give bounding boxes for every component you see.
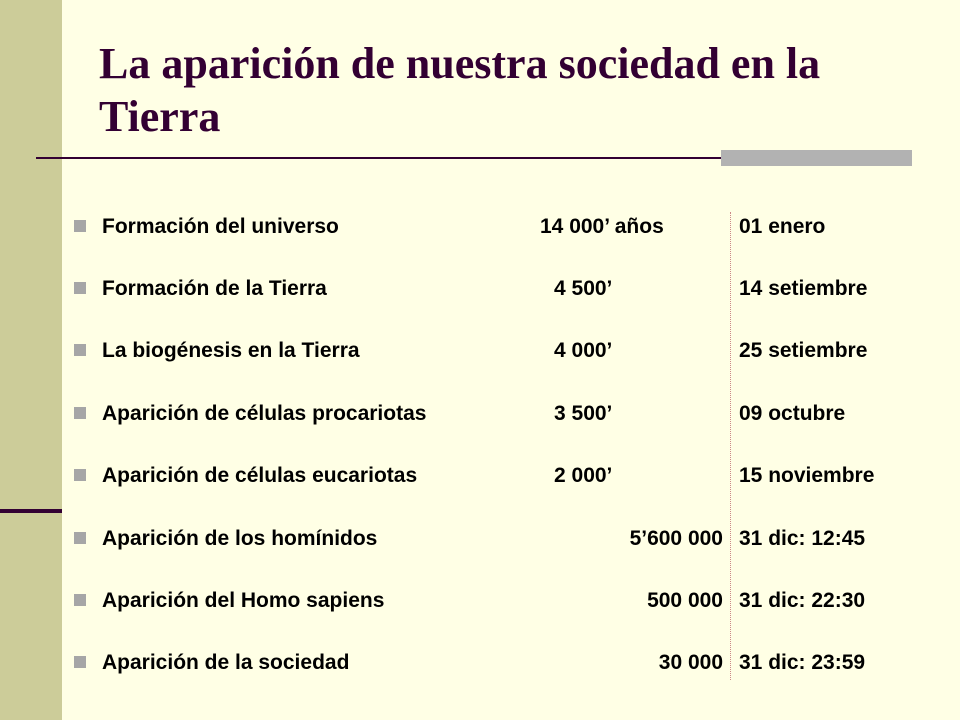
event-date: 01 enero xyxy=(739,215,826,238)
event-value: 4 500’ xyxy=(554,277,613,300)
event-value: 14 000’ años xyxy=(540,215,664,238)
event-label: Aparición de células procariotas xyxy=(102,402,427,425)
event-value: 30 000 xyxy=(658,651,723,674)
event-date: 09 octubre xyxy=(739,402,846,425)
slide-title: La aparición de nuestra sociedad en la Tierra xyxy=(99,39,821,141)
bullet-icon xyxy=(74,594,86,606)
event-label: Formación de la Tierra xyxy=(102,277,327,300)
list-item xyxy=(0,586,960,616)
event-value: 4 000’ xyxy=(554,339,613,362)
list-item xyxy=(0,212,960,242)
event-date: 31 dic: 23:59 xyxy=(739,651,866,674)
event-label: Formación del universo xyxy=(102,215,339,238)
event-value: 500 000 xyxy=(647,589,723,612)
event-value: 5’600 000 xyxy=(629,527,723,550)
event-date: 15 noviembre xyxy=(739,464,875,487)
bullet-icon xyxy=(74,469,86,481)
bullet-icon xyxy=(74,407,86,419)
bullet-icon xyxy=(74,282,86,294)
event-value: 2 000’ xyxy=(554,464,613,487)
list-item xyxy=(0,274,960,304)
event-label: Aparición del Homo sapiens xyxy=(102,589,385,612)
list-item xyxy=(0,524,960,554)
list-item xyxy=(0,336,960,366)
event-date: 31 dic: 12:45 xyxy=(739,527,866,550)
list-item xyxy=(0,648,960,678)
event-label: Aparición de células eucariotas xyxy=(102,464,418,487)
event-date: 25 setiembre xyxy=(739,339,868,362)
event-label: Aparición de los homínidos xyxy=(102,527,378,550)
event-value: 3 500’ xyxy=(554,402,613,425)
bullet-icon xyxy=(74,656,86,668)
list-item xyxy=(0,461,960,491)
event-date: 14 setiembre xyxy=(739,277,868,300)
event-date: 31 dic: 22:30 xyxy=(739,589,866,612)
list-item xyxy=(0,399,960,429)
bullet-icon xyxy=(74,344,86,356)
event-label: Aparición de la sociedad xyxy=(102,651,350,674)
bullet-icon xyxy=(74,220,86,232)
event-label: La biogénesis en la Tierra xyxy=(102,339,360,362)
bullet-icon xyxy=(74,532,86,544)
